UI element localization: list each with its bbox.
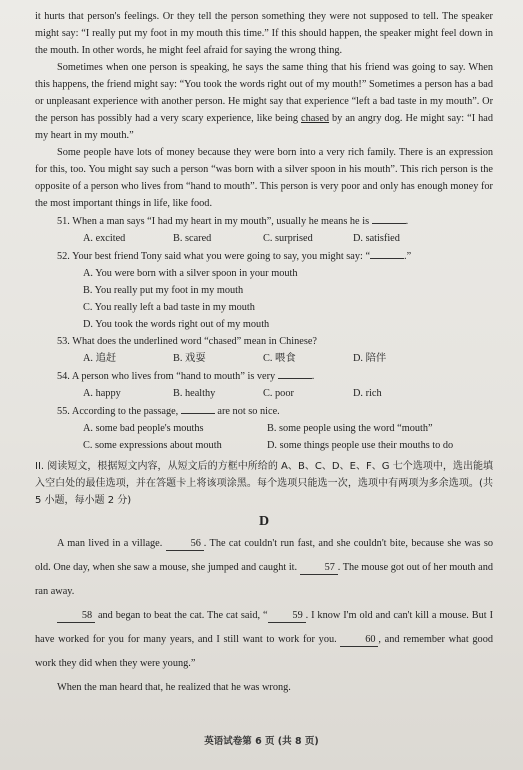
q55-options-row-1 [83,420,493,437]
option: A. 追赶 [83,353,117,364]
option: B. scared [173,233,212,244]
blank-56: 56 [166,538,204,551]
question-53: 53. What does the underlined word “chased” mean in Chinese? [57,336,318,347]
q51-options [83,230,493,247]
q52-stem: 52. Your best friend Tony said what you were going to say, you might say: “ [57,251,371,262]
answer-blank [181,402,215,414]
option: D. some things people use their mouths to do [267,440,454,451]
option: C. 喂食 [263,353,296,364]
question-51 [57,212,493,230]
d-text: . I know I'm old and can't kill a mouse. But I have worked for you for many years, and I still want to work for you. [35,610,494,645]
para2-text: Sometimes when one person is speaking, he says the same thing that his friend was going to say. When this happens, the friend might say: “You took the words right out of my mouth!” Sometimes a person has a bad or unpleasant experience with another person. He might say that experience “left a bad taste in my mouth”. Or the person has possibly had a very scary experience, like being [35,62,493,124]
q55-stem-end: are not so nice. [217,406,280,417]
blank-58: 58 [57,610,95,623]
d-text: A man lived in a village. [57,538,163,549]
d-text: . The cat couldn't run fast, and she couldn't bite, because she was so old. One day, when she saw a mouse, she jumped and caught it. [35,538,494,573]
q53-options [83,350,493,367]
q54-options [83,385,493,402]
question-52 [57,247,493,265]
option: B. healthy [173,388,216,399]
q54-stem-end: . [311,371,315,382]
option: A. excited [83,233,126,244]
q52-stem-end: .” [404,251,412,262]
page-footer: 英语试卷第 6 页 (共 8 页) [204,736,319,747]
para2-end: by an angry dog. He might say: “I had my heart in my mouth.” [35,113,493,141]
passage-d-paragraph-1 [35,532,493,604]
passage-d-paragraph-2 [35,604,493,676]
blank-60: 60 [340,634,378,647]
q51-stem: 51. When a man says “I had my heart in my mouth”, usually he means he is [57,216,370,227]
q51-stem-end: . [405,216,409,227]
option: B. some people using the word “mouth” [267,423,433,434]
answer-blank [372,212,406,224]
option: A. You were born with a silver spoon in your mouth [83,268,298,279]
answer-blank [370,247,404,259]
blank-57: 57 [300,562,338,575]
d-text: . The mouse got out of her mouth and ran away. [35,562,493,597]
passage-paragraph-2 [35,59,493,144]
question-54 [57,367,493,385]
blank-59: 59 [268,610,306,623]
section-ii-instructions: II. 阅读短文，根据短文内容，从短文后的方框中所给的 A、B、C、D、E、F、G 七个选项中，选出能填入空白处的最佳选项，并在答题卡上将该项涂黑。每个选项只能选一次，选项中有两项为多余选项。(共 5 小题，每小题 2 分) [35,461,493,506]
page-content [35,8,493,700]
option: A. some bad people's mouths [83,423,204,434]
passage-d-paragraph-3: When the man heard that, he realized that he was wrong. [57,682,291,693]
q55-options-row-2 [83,437,493,454]
option: C. surprised [263,233,313,244]
option: C. poor [263,388,294,399]
option: D. rich [353,388,382,399]
passage-d-heading: D [258,514,270,529]
answer-blank [278,367,312,379]
option: B. 戏耍 [173,353,206,364]
d-text: , and remember what good work they did when they were young.” [35,634,493,669]
q55-stem: 55. According to the passage, [57,406,179,417]
option: D. satisfied [353,233,400,244]
option: C. some expressions about mouth [83,440,222,451]
question-55 [57,402,493,420]
underlined-word-chased: chased [301,113,330,124]
d-text: and began to beat the cat. The cat said, “ [97,610,268,621]
option: D. 陪伴 [353,353,387,364]
option: B. You really put my foot in my mouth [83,285,244,296]
option: D. You took the words right out of my mouth [83,319,270,330]
q54-stem: 54. A person who lives from “hand to mouth” is very [57,371,276,382]
option: A. happy [83,388,121,399]
passage-paragraph-3: Some people have lots of money because they were born into a very rich family. There is an expression for this, too. You might say such a person “was born with a silver spoon in his mouth”. This rich person is the opposite of a person who lives from “hand to mouth”. This person is very poor and only has enough money for the most important things in life, like food. [35,147,493,209]
option: C. You really left a bad taste in my mouth [83,302,255,313]
passage-paragraph-1: it hurts that person's feelings. Or they tell the person something they were not supposed to tell. The speaker might say: “I really put my foot in my mouth this time.” If this should happen, the speaker might feel down in the mouth. In other words, he might feel afraid for saying the wrong thing. [35,11,493,56]
